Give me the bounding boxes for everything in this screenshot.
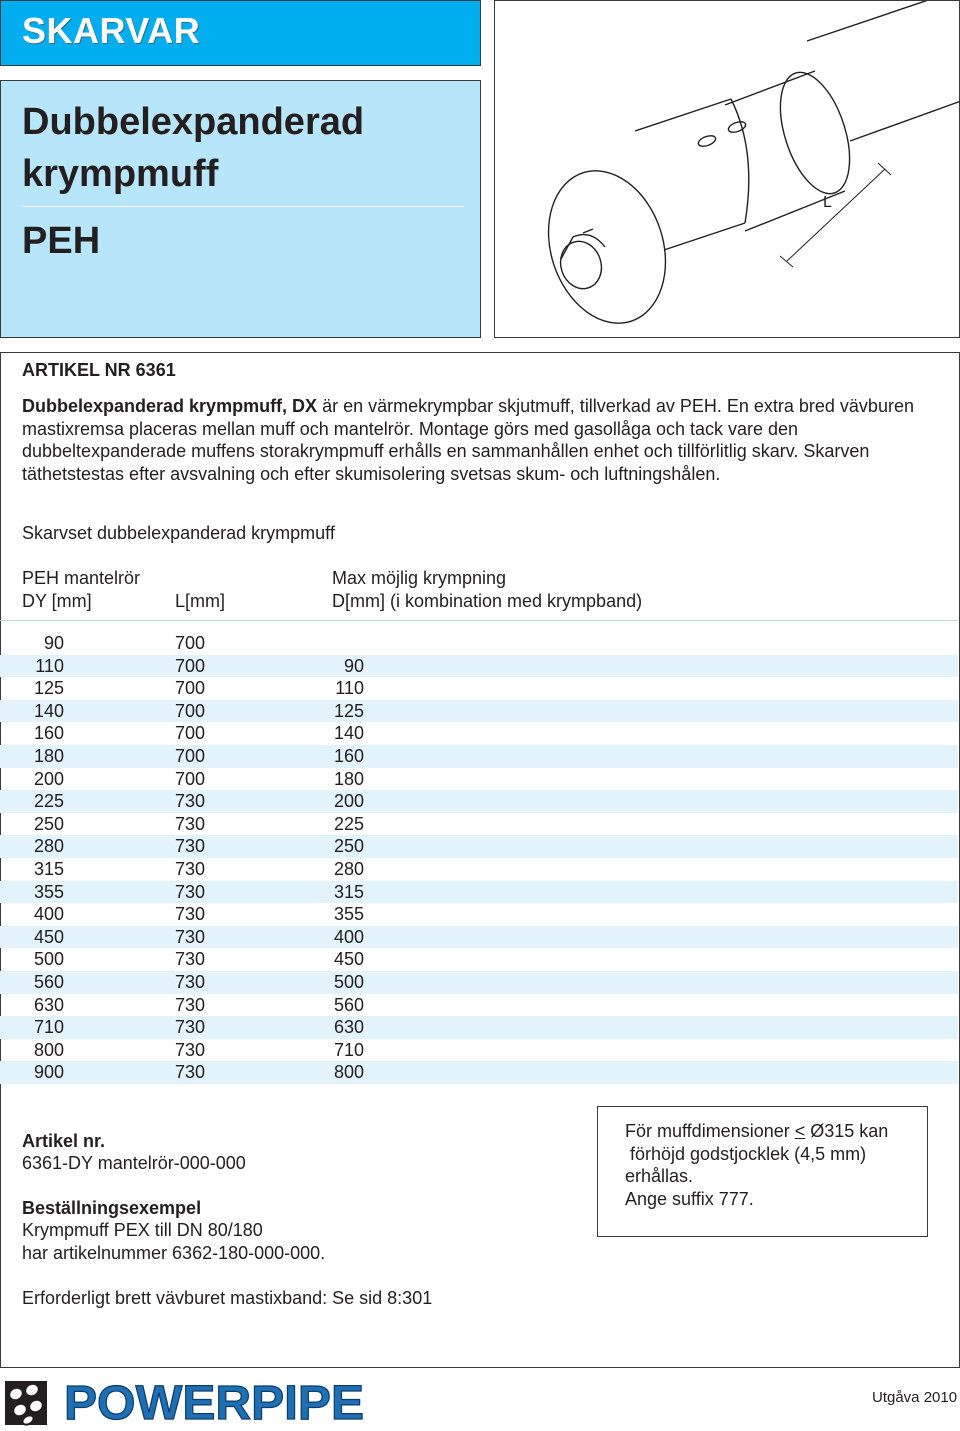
pipe-bundle-icon bbox=[4, 1380, 48, 1426]
product-illustration bbox=[494, 0, 960, 338]
cell-dy: 125 bbox=[33, 678, 64, 699]
cell-dy: 900 bbox=[33, 1062, 64, 1083]
table-row bbox=[0, 994, 958, 1017]
order-example-line: har artikelnummer 6362-180-000-000. bbox=[22, 1243, 326, 1263]
table-row bbox=[0, 745, 958, 768]
cell-l: 730 bbox=[175, 836, 206, 857]
table-row bbox=[0, 948, 958, 971]
cell-dy: 140 bbox=[33, 700, 64, 721]
cell-d: 160 bbox=[333, 745, 364, 766]
cell-l: 730 bbox=[175, 1017, 206, 1038]
dimension-table bbox=[0, 632, 958, 1084]
cell-dy: 315 bbox=[33, 858, 64, 879]
cell-d: 560 bbox=[333, 994, 364, 1015]
cell-d: 800 bbox=[333, 1062, 364, 1083]
table-title: Skarvset dubbelexpanderad krympmuff bbox=[22, 523, 335, 543]
cell-l: 700 bbox=[175, 723, 206, 744]
table-row bbox=[0, 926, 958, 949]
artikel-label: Artikel nr. bbox=[22, 1131, 106, 1151]
table-row bbox=[0, 677, 958, 700]
product-title: Dubbelexpanderad krympmuff bbox=[22, 101, 365, 195]
article-heading: ARTIKEL NR 6361 bbox=[22, 360, 176, 380]
cell-dy: 225 bbox=[33, 791, 64, 812]
cell-l: 700 bbox=[175, 768, 206, 789]
table-row bbox=[0, 632, 958, 655]
table-row bbox=[0, 858, 958, 881]
header-max-shrink: Max möjlig krympning bbox=[332, 568, 507, 588]
sleeve-drawing bbox=[495, 1, 960, 339]
mastix-note: Erforderligt brett vävburet mastixband: Se sid 8:301 bbox=[22, 1288, 433, 1308]
cell-dy: 180 bbox=[33, 745, 64, 766]
cell-d: 315 bbox=[333, 881, 364, 902]
cell-l: 730 bbox=[175, 858, 206, 879]
table-row bbox=[0, 1016, 958, 1039]
cell-dy: 355 bbox=[33, 881, 64, 902]
header-d: D[mm] (i kombination med krympband) bbox=[332, 591, 643, 611]
description-lead: Dubbelexpanderad krympmuff, DX bbox=[22, 396, 318, 416]
cell-l: 730 bbox=[175, 1062, 206, 1083]
table-row bbox=[0, 1061, 958, 1084]
cell-l: 730 bbox=[175, 1039, 206, 1060]
note-suffix: Ø315 kan bbox=[805, 1121, 889, 1141]
cell-l: 730 bbox=[175, 949, 206, 970]
cell-dy: 250 bbox=[33, 813, 64, 834]
table-row bbox=[0, 790, 958, 813]
cell-dy: 450 bbox=[33, 926, 64, 947]
note-line: förhöjd godstjocklek (4,5 mm) bbox=[625, 1143, 867, 1164]
table-row bbox=[0, 1039, 958, 1062]
table-row bbox=[0, 835, 958, 858]
cell-l: 700 bbox=[175, 745, 206, 766]
product-material: PEH bbox=[22, 220, 101, 262]
cell-d: 90 bbox=[343, 655, 364, 676]
header-dy: DY [mm] bbox=[22, 591, 92, 611]
logo-text: POWERPIPE bbox=[64, 1377, 364, 1426]
cell-d: 250 bbox=[333, 836, 364, 857]
note-text bbox=[625, 1120, 925, 1210]
note-line: Ange suffix 777. bbox=[625, 1188, 754, 1209]
cell-dy: 710 bbox=[33, 1017, 64, 1038]
cell-l: 730 bbox=[175, 994, 206, 1015]
cell-d: 225 bbox=[333, 813, 364, 834]
cell-l: 700 bbox=[175, 700, 206, 721]
table-row bbox=[0, 903, 958, 926]
cell-dy: 400 bbox=[33, 904, 64, 925]
cell-d: 630 bbox=[333, 1017, 364, 1038]
article-description bbox=[22, 395, 942, 485]
dimension-label: L bbox=[823, 194, 832, 211]
cell-d: 400 bbox=[333, 926, 364, 947]
table-row bbox=[0, 971, 958, 994]
table-row bbox=[0, 700, 958, 723]
cell-dy: 500 bbox=[33, 949, 64, 970]
cell-dy: 800 bbox=[33, 1039, 64, 1060]
table-row bbox=[0, 881, 958, 904]
cell-l: 730 bbox=[175, 904, 206, 925]
cell-l: 730 bbox=[175, 881, 206, 902]
cell-dy: 630 bbox=[33, 994, 64, 1015]
cell-l: 700 bbox=[175, 655, 206, 676]
cell-dy: 110 bbox=[35, 655, 64, 676]
cell-d: 200 bbox=[333, 791, 364, 812]
cell-d: 500 bbox=[333, 971, 364, 992]
cell-d: 710 bbox=[333, 1039, 364, 1060]
table-row bbox=[0, 655, 958, 678]
header-l: L[mm] bbox=[175, 591, 226, 611]
cell-l: 730 bbox=[175, 926, 206, 947]
section-title: SKARVAR bbox=[22, 10, 201, 51]
powerpipe-logo bbox=[62, 1376, 366, 1426]
description-body: är en värmekrympbar skjutmuff, tillverkad av PEH. En extra bred vävburen mastixremsa placeras mellan muff och mantelrör. Montage görs med gasollåga och tack vare den dubbeltexpanderade muffens storakrympmuff erhålls en sammanhållen enhet och tillförlitlig skarv. Skarven täthetstestas efter avsvalning och efter skumisolering svetsas skum- och luftningshålen. bbox=[22, 396, 914, 484]
cell-l: 730 bbox=[175, 971, 206, 992]
cell-d: 110 bbox=[335, 678, 364, 699]
order-example-label: Beställningsexempel bbox=[22, 1198, 202, 1218]
cell-dy: 560 bbox=[33, 971, 64, 992]
edition: Utgåva 2010 bbox=[872, 1389, 958, 1406]
cell-d: 180 bbox=[333, 768, 364, 789]
table-row bbox=[0, 768, 958, 791]
cell-d: 355 bbox=[333, 904, 364, 925]
cell-dy: 90 bbox=[43, 633, 64, 653]
cell-d: 280 bbox=[333, 858, 364, 879]
artikel-value: 6361-DY mantelrör-000-000 bbox=[22, 1153, 246, 1173]
note-line: erhållas. bbox=[625, 1166, 694, 1186]
table-row bbox=[0, 722, 958, 745]
cell-l: 730 bbox=[175, 791, 206, 812]
cell-dy: 280 bbox=[33, 836, 64, 857]
cell-dy: 160 bbox=[33, 723, 64, 744]
title-divider bbox=[22, 206, 464, 207]
note-prefix: För muffdimensioner bbox=[625, 1121, 795, 1141]
cell-dy: 200 bbox=[33, 768, 64, 789]
less-equal-symbol: < bbox=[794, 1121, 806, 1141]
order-example-line: Krympmuff PEX till DN 80/180 bbox=[22, 1220, 263, 1240]
table-divider bbox=[0, 620, 958, 621]
cell-l: 700 bbox=[175, 633, 206, 653]
cell-l: 700 bbox=[175, 678, 206, 699]
cell-d: 140 bbox=[333, 723, 364, 744]
cell-d: 125 bbox=[333, 700, 364, 721]
cell-d: 450 bbox=[333, 949, 364, 970]
header-peh: PEH mantelrör bbox=[22, 568, 141, 588]
table-row bbox=[0, 813, 958, 836]
cell-l: 730 bbox=[175, 813, 206, 834]
